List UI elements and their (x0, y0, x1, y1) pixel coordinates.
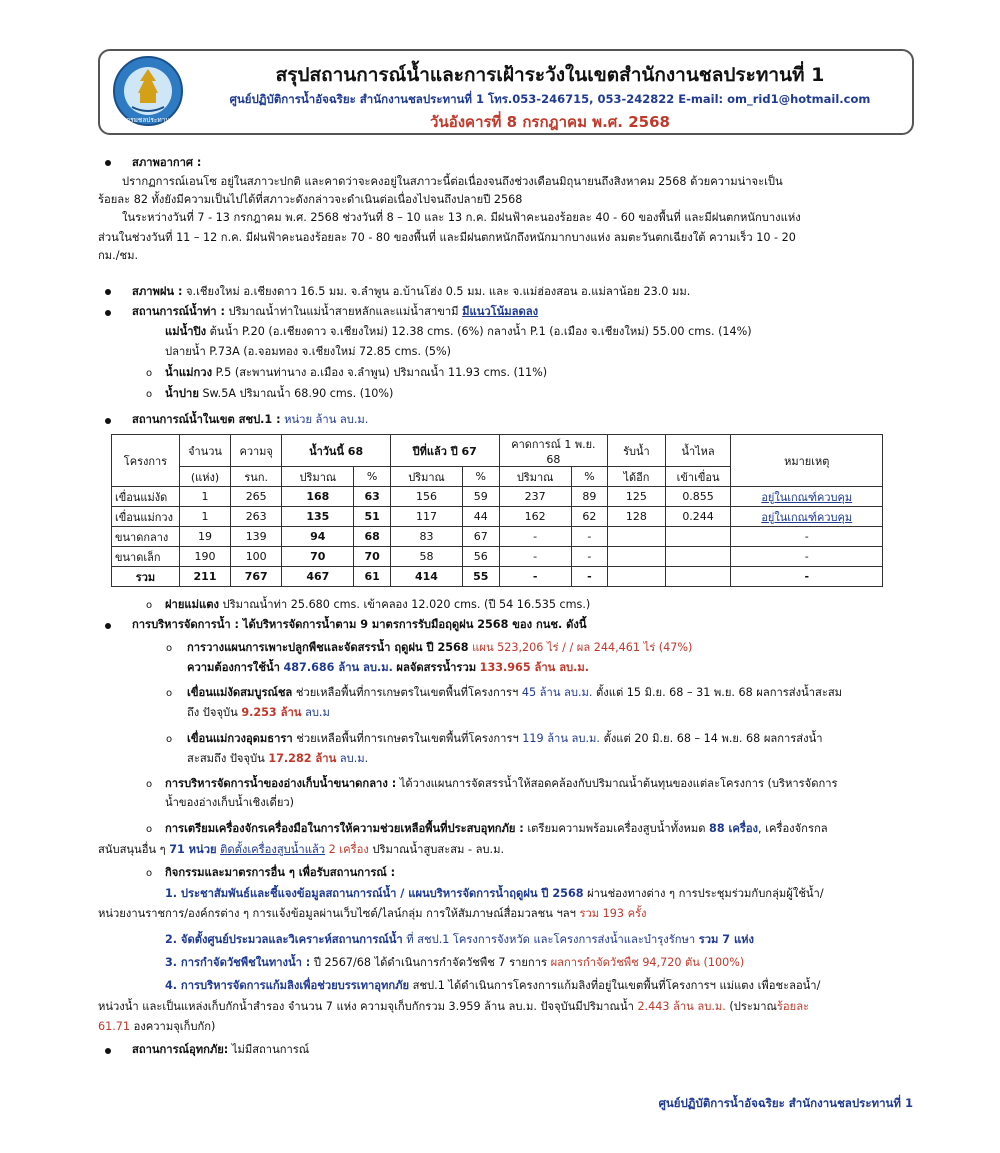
bullet-icon (105, 160, 111, 166)
circle-bullet-icon: o (146, 824, 153, 835)
page-title: สรุปสถานการณ์น้ำและการเฝ้าระวังในเขตสำนักงานชลประทานที่ 1 (275, 64, 825, 86)
th-last-qty: ปริมาณ (390, 467, 462, 487)
need-line: ความต้องการใช้น้ำ 487.686 ล้าน ลบ.ม. ผลจัดสรรน้ำรวม 133.965 ล้าน ลบ.ม. (187, 661, 590, 674)
bullet-icon (105, 418, 111, 424)
flow-line: สถานการณ์น้ำท่า : ปริมาณน้ำท่าในแม่น้ำสายหลักและแม่น้ำสาขามี มีแนวโน้มลดลง (132, 305, 539, 318)
activities-heading: กิจกรรมและมาตรการอื่น ๆ เพื่อรับสถานการณ์ : (165, 866, 396, 879)
th-remark: หมายเหตุ (731, 435, 883, 487)
table-row: ขนาดกลาง 19 139 94 68 83 67 - - - (112, 527, 883, 547)
circle-bullet-icon: o (146, 868, 153, 879)
th-count-unit: (แห่ง) (179, 467, 230, 487)
circle-bullet-icon: o (146, 389, 153, 400)
weather-p1b: ร้อยละ 82 ทั้งยังมีความเป็นไปได้ที่สภาวะดังกล่าวจะดำเนินต่อเนื่องไปจนถึงปลายปี 2568 (98, 193, 523, 206)
page-subtitle: ศูนย์ปฏิบัติการน้ำอัจฉริยะ สำนักงานชลประทานที่ 1 โทร.053-246715, 053-242822 E-mail: om_rid1@hotmail.com (229, 92, 871, 106)
th-outflow-a: น้ำไหล (665, 435, 731, 467)
bullet-icon (105, 289, 111, 295)
circle-bullet-icon: o (146, 368, 153, 379)
th-count: จำนวน (179, 435, 230, 467)
th-today-qty: ปริมาณ (282, 467, 354, 487)
bullet-icon (105, 623, 111, 629)
logo-text: กรมชลประทาน (126, 116, 170, 124)
act1-line2: หน่วยงานราชการ/องค์กรต่าง ๆ การแจ้งข้อมูลผ่านเว็บไซต์/ไลน์กลุ่ม การให้สัมภาษณ์สื่อมวลชน ฯลฯ รวม 193 ครั้ง (98, 907, 647, 920)
mgmt-heading: การบริหารจัดการน้ำ : ได้บริหารจัดการน้ำตาม 9 มาตรการรับมือฤดูฝน 2568 ของ กนช. ดังนี้ (132, 618, 587, 631)
bullet-icon (105, 310, 111, 316)
th-last: ปีที่แล้ว ปี 67 (390, 435, 499, 467)
th-last-pct: % (463, 467, 500, 487)
table-row: ขนาดเล็ก 190 100 70 70 58 56 - - - (112, 547, 883, 567)
th-fc-pct: % (571, 467, 608, 487)
mid-res-line1: การบริหารจัดการน้ำของอ่างเก็บน้ำขนาดกลาง : ได้วางแผนการจัดสรรน้ำให้สอดคล้องกับปริมาณน้ำต้นทุนของแต่ละโครงการ (บริหารจัดการ (165, 777, 838, 790)
plan-line: การวางแผนการเพาะปลูกพืชและจัดสรรน้ำ ฤดูฝน ปี 2568 แผน 523,206 ไร่ / / ผล 244,461 ไร่ (47%) (187, 641, 693, 654)
th-today-pct: % (354, 467, 391, 487)
ping-line2: ปลายน้ำ P.73A (อ.จอมทอง จ.เชียงใหม่ 72.85 cms. (5%) (165, 345, 452, 358)
pai-line: น้ำปาย Sw.5A ปริมาณน้ำ 68.90 cms. (10%) (165, 387, 394, 400)
th-today: น้ำวันนี้ 68 (282, 435, 391, 467)
reservoir-heading-line: สถานการณ์น้ำในเขต สชป.1 : หน่วย ล้าน ลบ.ม. (132, 413, 369, 426)
machinery-line1: การเตรียมเครื่องจักรเครื่องมือในการให้ความช่วยเหลือพื้นที่ประสบอุทกภัย : เตรียมความพร้อมเครื่องสูบน้ำทั้งหมด 88 เครื่อง, เครื่องจักรกล (165, 822, 828, 835)
act4-line3: 61.71 องความจุเก็บกัก) (98, 1020, 216, 1033)
act1-line1: 1. ประชาสัมพันธ์และชี้แจงข้อมูลสถานการณ์น้ำ / แผนบริหารจัดการน้ำฤดูฝน ปี 2568 ผ่านช่องทางต่าง ๆ การประชุมร่วมกับกลุ่มผู้ใช้น้ำ/ (165, 887, 824, 900)
table-row: เขื่อนแม่กวง 1 263 135 51 117 44 162 62 128 0.244 อยู่ในเกณฑ์ควบคุม (112, 507, 883, 527)
th-cap-unit: รนก. (231, 467, 282, 487)
th-inflow-b: ได้อีก (608, 467, 665, 487)
circle-bullet-icon: o (166, 734, 173, 745)
flood-line: สถานการณ์อุทกภัย: ไม่มีสถานการณ์ (132, 1043, 310, 1056)
ngat-line1: เขื่อนแม่งัดสมบูรณ์ชล ช่วยเหลือพื้นที่การเกษตรในเขตพื้นที่โครงการฯ 45 ล้าน ลบ.ม. ตั้งแต่ 15 มิ.ย. 68 – 31 พ.ย. 68 ผลการส่งน้ำสะสม (187, 686, 843, 699)
th-forecast: คาดการณ์ 1 พ.ย. 68 (499, 435, 608, 467)
weather-heading: สภาพอากาศ : (132, 156, 202, 169)
machinery-line2: สนับสนุนอื่น ๆ 71 หน่วย ติดตั้งเครื่องสูบน้ำแล้ว 2 เครื่อง ปริมาณน้ำสูบสะสม - ลบ.ม. (98, 843, 505, 856)
kuang-dam-line2: สะสมถึง ปัจจุบัน 17.282 ล้าน ลบ.ม. (187, 752, 369, 765)
weather-p2b: ส่วนในช่วงวันที่ 11 – 12 ก.ค. มีฝนฟ้าคะนองร้อยละ 70 - 80 ของพื้นที่ และมีฝนตกหนักถึงหนักมากบางแห่ง ลมตะวันตกเฉียงใต้ ความเร็ว 10 - 20 (98, 231, 796, 244)
ping-line1: แม่น้ำปิง ต้นน้ำ P.20 (อ.เชียงดาว จ.เชียงใหม่) 12.38 cms. (6%) กลางน้ำ P.1 (อ.เมือง จ.เชียงใหม่) 55.00 cms. (14%) (165, 325, 752, 338)
weather-p1a: ปรากฏการณ์เอนโซ อยู่ในสภาวะปกติ และคาดว่าจะคงอยู่ในสภาวะนี้ต่อเนื่องจนถึงช่วงเดือนมิถุนายนถึงสิงหาคม 2568 ด้วยความน่าจะเป็น (122, 175, 783, 188)
th-fc-qty: ปริมาณ (499, 467, 571, 487)
circle-bullet-icon: o (166, 688, 173, 699)
royal-irrigation-department-logo-icon (112, 55, 184, 127)
bullet-icon (105, 1048, 111, 1054)
ngat-line2: ถึง ปัจจุบัน 9.253 ล้าน ลบ.ม (187, 706, 330, 719)
kuang-line: น้ำแม่กวง P.5 (สะพานท่านาง อ.เมือง จ.ลำพูน) ปริมาณน้ำ 11.93 cms. (11%) (165, 366, 548, 379)
reservoir-table (111, 434, 883, 587)
rain-line: สภาพฝน : จ.เชียงใหม่ อ.เชียงดาว 16.5 มม. จ.ลำพูน อ.บ้านโฮ่ง 0.5 มม. และ จ.แม่ฮ่องสอน อ.แม่ลาน้อย 23.0 มม. (132, 285, 691, 298)
weather-p2c: กม./ชม. (98, 249, 138, 262)
weir-line: ฝายแม่แตง ปริมาณน้ำท่า 25.680 cms. เข้าคลอง 12.020 cms. (ปี 54 16.535 cms.) (165, 598, 591, 611)
act4-line1: 4. การบริหารจัดการแก้มลิงเพื่อช่วยบรรเทาอุทกภัย สชป.1 ได้ดำเนินการโครงการแก้มลิงที่อยู่ในเขตพื้นที่โครงการฯ แม่แตง เพื่อชะลอน้ำ/ (165, 979, 821, 992)
table-row: เขื่อนแม่งัด 1 265 168 63 156 59 237 89 125 0.855 อยู่ในเกณฑ์ควบคุม (112, 487, 883, 507)
act2-line: 2. จัดตั้งศูนย์ประมวลและวิเคราะห์สถานการณ์น้ำ ที่ สชป.1 โครงการจังหวัด และโครงการส่งน้ำและบำรุงรักษา รวม 7 แห่ง (165, 933, 754, 946)
th-inflow-a: รับน้ำ (608, 435, 665, 467)
th-project: โครงการ (112, 435, 180, 487)
circle-bullet-icon: o (146, 779, 153, 790)
th-cap: ความจุ (231, 435, 282, 467)
report-date: วันอังคารที่ 8 กรกฎาคม พ.ศ. 2568 (430, 113, 670, 131)
table-row-total: รวม 211 767 467 61 414 55 - - - (112, 567, 883, 587)
circle-bullet-icon: o (166, 643, 173, 654)
mid-res-line2: น้ำของอ่างเก็บน้ำเชิงเดี่ยว) (165, 796, 295, 809)
kuang-dam-line1: เขื่อนแม่กวงอุดมธารา ช่วยเหลือพื้นที่การเกษตรในเขตพื้นที่โครงการฯ 119 ล้าน ลบ.ม. ตั้งแต่ 20 มิ.ย. 68 – 14 พ.ย. 68 ผลการส่งน้ำ (187, 732, 823, 745)
weather-p2a: ในระหว่างวันที่ 7 - 13 กรกฎาคม พ.ศ. 2568 ช่วงวันที่ 8 – 10 และ 13 ก.ค. มีฝนฟ้าคะนองร้อยละ 40 - 60 ของพื้นที่ และมีฝนตกหนักบางแห่ง (122, 211, 801, 224)
footer-signature: ศูนย์ปฏิบัติการน้ำอัจฉริยะ สำนักงานชลประทานที่ 1 (658, 1096, 913, 1110)
act3-line: 3. การกำจัดวัชพืชในทางน้ำ : ปี 2567/68 ได้ดำเนินการกำจัดวัชพืช 7 รายการ ผลการกำจัดวัชพืช 94,720 ตัน (100%) (165, 956, 745, 969)
act4-line2: หน่วงน้ำ และเป็นแหล่งเก็บกักน้ำสำรอง จำนวน 7 แห่ง ความจุเก็บกักรวม 3.959 ล้าน ลบ.ม. ปัจจุบันมีปริมาณน้ำ 2.443 ล้าน ลบ.ม. (ประมาณร้อยละ (98, 1000, 810, 1013)
th-outflow-b: เข้าเขื่อน (665, 467, 731, 487)
circle-bullet-icon: o (146, 600, 153, 611)
